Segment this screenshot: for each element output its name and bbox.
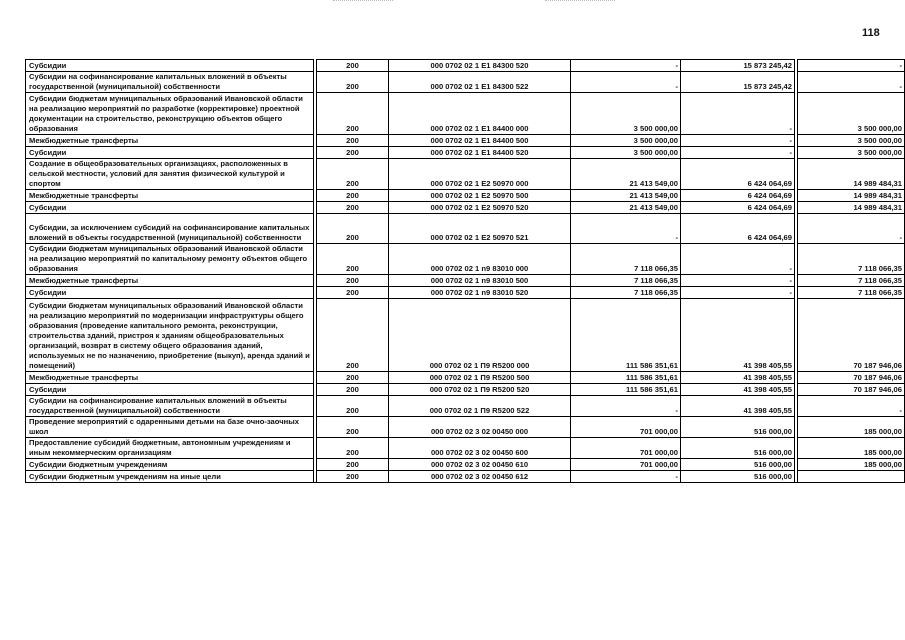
row-amount-approved: - (571, 72, 681, 93)
row-amount-executed: 6 424 064,69 (681, 190, 795, 202)
row-classification: 000 0702 02 1 П9 R5200 500 (389, 372, 571, 384)
row-amount-remainder: 3 500 000,00 (798, 93, 905, 135)
row-name: Межбюджетные трансферты (26, 190, 314, 202)
row-amount-approved: 3 500 000,00 (571, 93, 681, 135)
row-amount-remainder: 70 187 946,06 (798, 372, 905, 384)
row-code: 200 (317, 159, 389, 190)
row-amount-remainder: - (798, 60, 905, 72)
row-amount-executed: 15 873 245,42 (681, 72, 795, 93)
row-amount-approved: 701 000,00 (571, 417, 681, 438)
row-amount-approved: - (571, 214, 681, 244)
table-row (26, 159, 905, 190)
table-row (26, 244, 905, 275)
row-name: Субсидии на софинансирование капитальных вложений в объекты государственной (муниципальной) собственности (26, 72, 314, 93)
scan-artifact (333, 0, 393, 6)
row-amount-remainder (798, 471, 905, 483)
row-amount-executed: 516 000,00 (681, 459, 795, 471)
row-amount-remainder: - (798, 396, 905, 417)
row-amount-executed: 516 000,00 (681, 471, 795, 483)
row-code: 200 (317, 190, 389, 202)
row-code: 200 (317, 372, 389, 384)
row-amount-approved: 7 118 066,35 (571, 287, 681, 299)
row-amount-executed: 41 398 405,55 (681, 396, 795, 417)
row-amount-executed: - (681, 93, 795, 135)
row-code: 200 (317, 60, 389, 72)
row-amount-executed: 6 424 064,69 (681, 159, 795, 190)
row-amount-approved: 7 118 066,35 (571, 275, 681, 287)
row-code: 200 (317, 244, 389, 275)
row-amount-executed: - (681, 287, 795, 299)
row-name: Субсидии (26, 147, 314, 159)
row-amount-approved: 701 000,00 (571, 459, 681, 471)
row-amount-remainder: 14 989 484,31 (798, 190, 905, 202)
row-classification: 000 0702 02 1 n9 83010 500 (389, 275, 571, 287)
row-code: 200 (317, 214, 389, 244)
row-code: 200 (317, 417, 389, 438)
row-classification: 000 0702 02 1 П9 R5200 522 (389, 396, 571, 417)
row-name: Межбюджетные трансферты (26, 135, 314, 147)
table-row (26, 72, 905, 93)
row-name: Субсидии бюджетным учреждениям на иные цели (26, 471, 314, 483)
row-amount-executed: - (681, 275, 795, 287)
row-name: Проведение мероприятий с одаренными детьми на базе очно-заочных школ (26, 417, 314, 438)
table-row (26, 372, 905, 384)
row-amount-approved: 7 118 066,35 (571, 244, 681, 275)
row-name: Межбюджетные трансферты (26, 372, 314, 384)
row-name: Создание в общеобразовательных организациях, расположенных в сельской местности, условий для занятия физической культурой и спортом (26, 159, 314, 190)
row-classification: 000 0702 02 1 E1 84400 500 (389, 135, 571, 147)
row-name: Предоставление субсидий бюджетным, автономным учреждениям и иным некоммерческим организациям (26, 438, 314, 459)
row-amount-remainder: 3 500 000,00 (798, 135, 905, 147)
row-classification: 000 0702 02 1 E1 84300 522 (389, 72, 571, 93)
table-row (26, 214, 905, 244)
row-amount-approved: 21 413 549,00 (571, 190, 681, 202)
row-amount-executed: 41 398 405,55 (681, 384, 795, 396)
row-amount-remainder: 185 000,00 (798, 417, 905, 438)
row-classification: 000 0702 02 1 n9 83010 000 (389, 244, 571, 275)
row-amount-approved: 3 500 000,00 (571, 147, 681, 159)
row-classification: 000 0702 02 1 П9 R5200 520 (389, 384, 571, 396)
row-amount-approved: 21 413 549,00 (571, 159, 681, 190)
table-row (26, 287, 905, 299)
row-amount-executed: 41 398 405,55 (681, 372, 795, 384)
row-amount-executed: - (681, 244, 795, 275)
row-amount-approved: - (571, 60, 681, 72)
row-classification: 000 0702 02 1 E2 50970 000 (389, 159, 571, 190)
row-amount-remainder: 3 500 000,00 (798, 147, 905, 159)
row-name: Субсидии бюджетам муниципальных образований Ивановской области на реализацию мероприятий по разработке (корректировке) проектной документации на строительство, реконструкцию объектов общего образования (26, 93, 314, 135)
row-classification: 000 0702 02 1 E1 84300 520 (389, 60, 571, 72)
table-row (26, 299, 905, 372)
row-code: 200 (317, 275, 389, 287)
row-classification: 000 0702 02 3 02 00450 600 (389, 438, 571, 459)
row-code: 200 (317, 471, 389, 483)
row-code: 200 (317, 396, 389, 417)
row-amount-approved: 701 000,00 (571, 438, 681, 459)
row-amount-executed: 15 873 245,42 (681, 60, 795, 72)
row-amount-executed: 6 424 064,69 (681, 214, 795, 244)
row-amount-approved: - (571, 396, 681, 417)
row-amount-remainder: - (798, 214, 905, 244)
row-amount-approved: 3 500 000,00 (571, 135, 681, 147)
row-amount-remainder: 14 989 484,31 (798, 202, 905, 214)
table-row (26, 396, 905, 417)
row-classification: 000 0702 02 1 П9 R5200 000 (389, 299, 571, 372)
page-number: 118 (862, 27, 880, 39)
row-amount-remainder: - (798, 72, 905, 93)
row-classification: 000 0702 02 3 02 00450 610 (389, 459, 571, 471)
table-row (26, 60, 905, 72)
row-code: 200 (317, 93, 389, 135)
row-name: Субсидии бюджетам муниципальных образований Ивановской области на реализацию мероприятий по капитальному ремонту объектов общего образования (26, 244, 314, 275)
row-amount-approved: 111 586 351,61 (571, 372, 681, 384)
row-amount-executed: 6 424 064,69 (681, 202, 795, 214)
row-code: 200 (317, 147, 389, 159)
row-amount-executed: 41 398 405,55 (681, 299, 795, 372)
row-amount-approved: 21 413 549,00 (571, 202, 681, 214)
row-amount-approved: - (571, 471, 681, 483)
row-amount-remainder: 70 187 946,06 (798, 299, 905, 372)
row-classification: 000 0702 02 1 E2 50970 520 (389, 202, 571, 214)
row-amount-remainder: 7 118 066,35 (798, 244, 905, 275)
row-name: Межбюджетные трансферты (26, 275, 314, 287)
row-amount-approved: 111 586 351,61 (571, 299, 681, 372)
row-amount-remainder: 70 187 946,06 (798, 384, 905, 396)
table-row (26, 384, 905, 396)
row-name: Субсидии на софинансирование капитальных вложений в объекты государственной (муниципальной) собственности (26, 396, 314, 417)
table-row (26, 190, 905, 202)
row-name: Субсидии бюджетам муниципальных образований Ивановской области на реализацию мероприятий по модернизации инфраструктуры общего образования (проведение капитального ремонта, реконструкции, строительства зданий, пристроя к зданиям общеобразовательных организаций, возврат в систему общего образования зданий, используемых не по назначению, приобретение (выкуп), аренда зданий и помещений) (26, 299, 314, 372)
table-row (26, 471, 905, 483)
table-row (26, 135, 905, 147)
budget-execution-table (25, 59, 905, 483)
row-code: 200 (317, 287, 389, 299)
row-name: Субсидии, за исключением субсидий на софинансирование капитальных вложений в объекты государственной (муниципальной) собственности (26, 214, 314, 244)
row-classification: 000 0702 02 1 E1 84400 520 (389, 147, 571, 159)
row-classification: 000 0702 02 1 n9 83010 520 (389, 287, 571, 299)
row-classification: 000 0702 02 3 02 00450 000 (389, 417, 571, 438)
row-amount-executed: 516 000,00 (681, 438, 795, 459)
row-classification: 000 0702 02 3 02 00450 612 (389, 471, 571, 483)
table-row (26, 417, 905, 438)
row-name: Субсидии (26, 202, 314, 214)
table-row (26, 202, 905, 214)
row-name: Субсидии бюджетным учреждениям (26, 459, 314, 471)
table-row (26, 93, 905, 135)
table-row (26, 438, 905, 459)
row-code: 200 (317, 135, 389, 147)
row-code: 200 (317, 438, 389, 459)
row-code: 200 (317, 202, 389, 214)
row-classification: 000 0702 02 1 E2 50970 500 (389, 190, 571, 202)
row-classification: 000 0702 02 1 E1 84400 000 (389, 93, 571, 135)
row-amount-approved: 111 586 351,61 (571, 384, 681, 396)
table-row (26, 275, 905, 287)
table-row (26, 147, 905, 159)
row-code: 200 (317, 459, 389, 471)
row-amount-executed: - (681, 147, 795, 159)
row-amount-remainder: 185 000,00 (798, 459, 905, 471)
row-amount-remainder: 185 000,00 (798, 438, 905, 459)
row-name: Субсидии (26, 384, 314, 396)
row-code: 200 (317, 72, 389, 93)
row-amount-remainder: 14 989 484,31 (798, 159, 905, 190)
row-name: Субсидии (26, 287, 314, 299)
row-classification: 000 0702 02 1 E2 50970 521 (389, 214, 571, 244)
table-body (26, 60, 905, 483)
row-amount-remainder: 7 118 066,35 (798, 275, 905, 287)
row-name: Субсидии (26, 60, 314, 72)
table-row (26, 459, 905, 471)
row-code: 200 (317, 299, 389, 372)
row-code: 200 (317, 384, 389, 396)
row-amount-executed: - (681, 135, 795, 147)
row-amount-executed: 516 000,00 (681, 417, 795, 438)
scan-artifact (545, 0, 615, 6)
row-amount-remainder: 7 118 066,35 (798, 287, 905, 299)
